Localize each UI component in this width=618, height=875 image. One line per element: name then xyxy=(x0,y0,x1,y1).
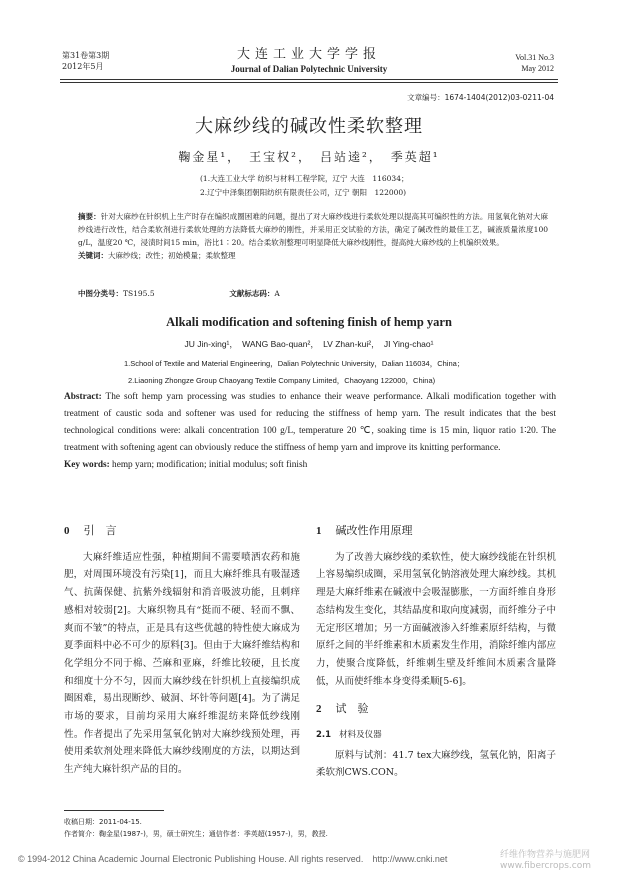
abstract-cn xyxy=(78,210,548,262)
affiliation-en-1: 1.School of Textile and Material Engineering，Dalian Polytechnic University，Dalian 116034，China； xyxy=(124,359,465,368)
header-rule xyxy=(60,79,558,83)
section-2-heading xyxy=(316,700,556,719)
doc-code: A xyxy=(274,289,280,298)
left-column xyxy=(64,522,300,779)
abstract-cn-text: 针对大麻纱在针织机上生产时存在编织成圈困难的问题，提出了对大麻纱线进行柔软处理以提高其可编织性的方法。用氢氧化钠对大麻纱线进行改性，结合柔软剂进行柔软处理的方法降低大麻纱的刚性，并采用正交试验的方法，确定了碱改性的最佳工艺，碱液质量浓度100 g/L，温度20 ℃，浸渍时间15 min，浴比1∶20。结合柔软剂整理可明显降低大麻纱线刚性，提高纯大麻纱线的上机编织效果。 xyxy=(78,212,549,247)
volume-issue-cn: 第31卷第3期 xyxy=(62,51,110,60)
title-cn: 大麻纱线的碱改性柔软整理 xyxy=(195,116,423,137)
section-1-number: 1 xyxy=(316,525,322,537)
authors-cn: 鞠金星¹， 王宝权²， 吕站逵²， 季英超¹ xyxy=(178,150,440,164)
section-2-title: 试 验 xyxy=(335,702,369,716)
subsection-2-1-title: 材料及仪器 xyxy=(339,730,382,741)
section-0-heading xyxy=(64,522,300,541)
copyright-line: © 1994-2012 China Academic Journal Electronic Publishing House. All rights reserved. http://www.cnki.net xyxy=(18,854,448,864)
received-date: 收稿日期：2011-04-15. xyxy=(64,818,142,826)
subsection-2-1-number: 2.1 xyxy=(316,730,332,741)
abstract-en xyxy=(64,389,556,474)
classification-line xyxy=(78,288,280,299)
date-cn: 2012年5月 xyxy=(62,62,104,71)
footnote-rule xyxy=(64,810,164,811)
keywords-cn: 大麻纱线；改性；初始模量；柔软整理 xyxy=(108,251,236,260)
section-1-paragraph: 为了改善大麻纱线的柔软性，使大麻纱线能在针织机上容易编织成圈，采用氢氧化钠溶液处理大麻纱线。其机理是大麻纤维素在碱液中会吸湿膨胀，一方面纤维自身形态结构发生变化，其结晶度和取向度减弱，而纤维分子中无定形区增加；另一方面碱液渗入纤维素原纤结构，与微原纤之间的半纤维素和木质素发生作用，消除纤维内部应力，使聚合度降低，纤维刺生壁及纤维间木质素含量降低，从而使纤维本身变得柔顺[5-6]。 xyxy=(316,551,556,687)
journal-name-cn: 大连工业大学学报 xyxy=(236,47,381,62)
subsection-2-1-paragraph: 原料与试剂：41.7 tex大麻纱线，氢氧化钠，阳离子柔软剂CWS.CON。 xyxy=(316,749,556,779)
subsection-2-1-heading xyxy=(316,727,556,745)
abstract-en-label: Abstract: xyxy=(64,392,102,402)
clc-label: 中图分类号： xyxy=(78,289,123,298)
footnote xyxy=(64,816,328,840)
abstract-en-text: The soft hemp yarn processing was studies to enhance their weave performance. Alkali modification together with treatment of caustic soda and softener was used for reducing the stiffness of hemp yarn. The result indicates that the best technological conditions were: alkali concentration 100 g/L, temperature 20 ℃, soaking time is 15 min, liquor ratio 1∶20. The treatment with softening agent can obviously reduce the stiffness of hemp yarn and improve its knitting performance. xyxy=(64,392,556,453)
affiliation-en-2: 2.Liaoning Zhongze Group Chaoyang Textile Company Limited，Chaoyang 122000，China) xyxy=(128,376,436,385)
section-1-title: 碱改性作用原理 xyxy=(335,524,413,537)
section-0-title: 引 言 xyxy=(83,524,117,537)
section-1-heading xyxy=(316,522,556,541)
keywords-cn-label: 关键词： xyxy=(78,251,108,260)
volume-issue-en: Vol.31 No.3 xyxy=(515,53,554,62)
title-en: Alkali modification and softening finish of hemp yarn xyxy=(166,315,452,329)
affiliations-en xyxy=(124,355,464,389)
keywords-en: hemp yarn; modification; initial modulus; soft finish xyxy=(112,460,308,470)
section-2-number: 2 xyxy=(316,703,322,716)
affiliation-cn-1: (1.大连工业大学 纺织与材料工程学院，辽宁 大连 116034； xyxy=(200,174,409,183)
article-number: 文章编号：1674-1404(2012)03-0211-04 xyxy=(407,93,554,102)
keywords-en-label: Key words: xyxy=(64,460,110,470)
right-column xyxy=(316,522,556,782)
date-en: May 2012 xyxy=(521,64,554,73)
abstract-cn-label: 摘要： xyxy=(78,212,101,221)
site-watermark: 纤维作物营养与施肥网 www.fibercrops.com xyxy=(500,850,591,871)
section-0-number: 0 xyxy=(64,525,70,537)
author-bio: 作者简介：鞠金星(1987-)，男，硕士研究生；通信作者：季英超(1957-)，男，教授. xyxy=(64,830,328,838)
header-right xyxy=(515,52,554,74)
affiliations-cn xyxy=(200,172,408,200)
authors-en: JU Jin-xing¹， WANG Bao-quan²， LV Zhan-kui²， JI Ying-chao¹ xyxy=(184,339,434,349)
clc-code: TS195.5 xyxy=(123,289,155,298)
section-0-paragraph: 大麻纤维适应性强，种植期间不需要喷洒农药和施肥，对周围环境没有污染[1]，而且大麻纤维具有吸湿透气、抗菌保健、抗紫外线辐射和消音吸波功能，且刺痒感相对较弱[2]。大麻织物具有“挺而不硬、轻而不飘、爽而不皱”的特点，正是具有这些优越的特性使大麻成为夏季面料中必不可少的原料[3]。但由于大麻纤维结构和化学组分不同于棉、苎麻和亚麻，纤维比较硬，且长度和细度十分不匀，因而大麻纱线在针织机上直接编织成圈困难，易出现断纱、破洞、坏针等问题[4]。为了满足市场的要求，目前均采用大麻纤维混纺来降低纱线刚性。作者提出了先采用氢氧化钠对大麻纱线预处理，再使用柔软剂处理来降低大麻纱线刚度的方法，以期达到生产纯大麻针织产品的目的。 xyxy=(64,551,300,776)
doc-code-label: 文献标志码： xyxy=(229,289,275,298)
journal-name-en: Journal of Dalian Polytechnic University xyxy=(230,64,388,74)
affiliation-cn-2: 2.辽宁中泽集团朝阳纺织有限责任公司，辽宁 朝阳 122000) xyxy=(200,188,407,197)
